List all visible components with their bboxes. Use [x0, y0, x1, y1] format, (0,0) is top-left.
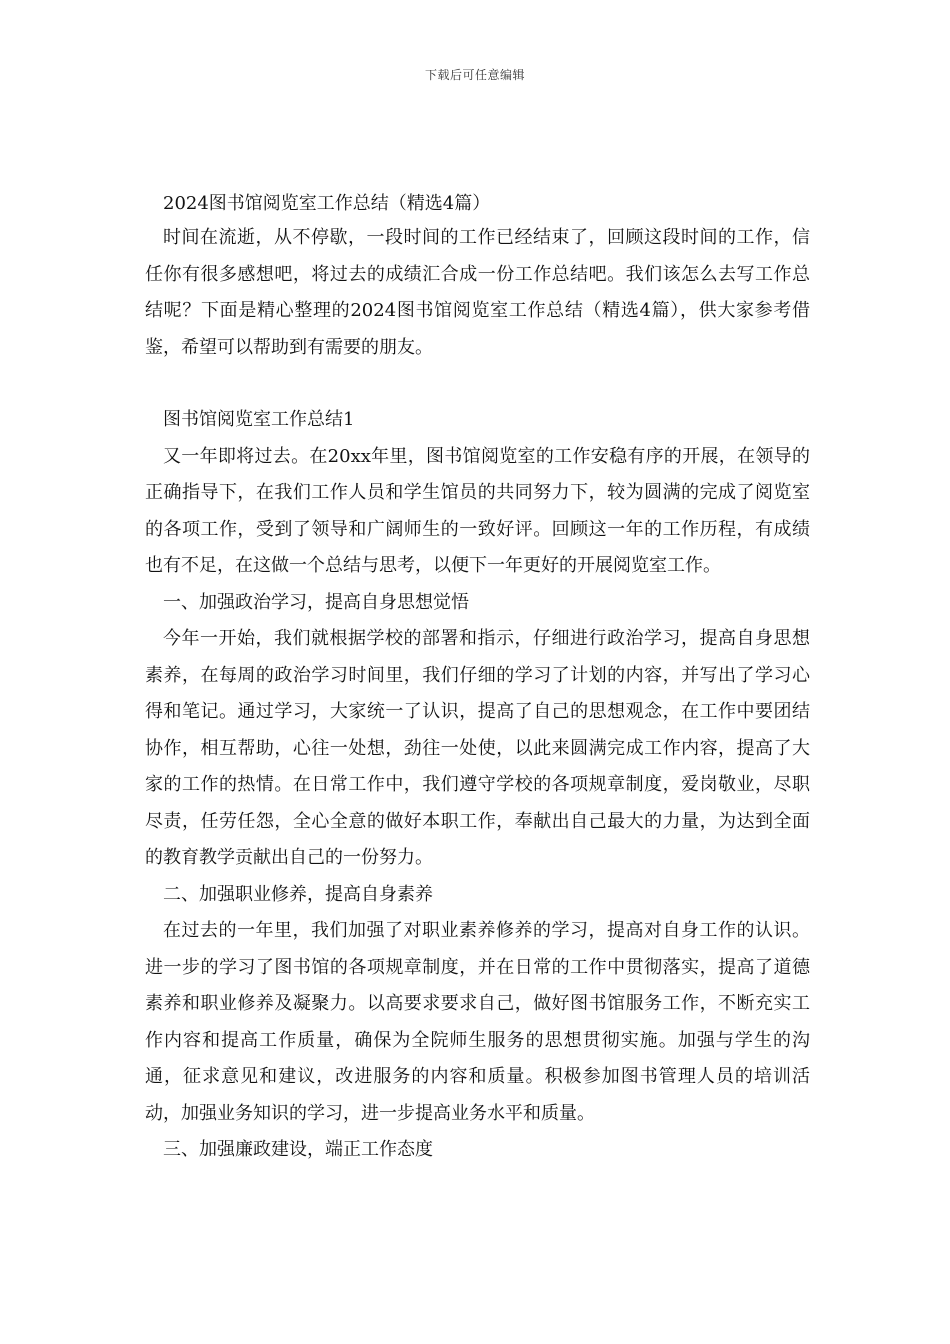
paragraph-spacer [145, 366, 810, 402]
body-political-study: 今年一开始，我们就根据学校的部署和指示，仔细进行政治学习，提高自身思想素养，在每周的政治学习时间里，我们仔细的学习了计划的内容，并写出了学习心得和笔记。通过学习，大家统一了认识，提高了自己的思想观念，在工作中要团结协作，相互帮助，心往一处想，劲往一处使，以此来圆满完成工作内容，提高了大家的工作的热情。在日常工作中，我们遵守学校的各项规章制度，爱岗敬业，尽职尽责，任劳任怨，全心全意的做好本职工作，奉献出自己最大的力量，为达到全面的教育教学贡献出自己的一份努力。 [145, 628, 810, 868]
section-intro-paragraph: 又一年即将过去。在20xx年里，图书馆阅览室的工作安稳有序的开展，在领导的正确指导下，在我们工作人员和学生馆员的共同努力下，较为圆满的完成了阅览室的各项工作，受到了领导和广阔师生的一致好评。回顾这一年的工作历程，有成绩也有不足，在这做一个总结与思考，以便下一年更好的开展阅览室工作。 [145, 445, 810, 576]
intro-paragraph: 时间在流逝，从不停歇，一段时间的工作已经结束了，回顾这段时间的工作，信任你有很多感想吧，将过去的成绩汇合成一份工作总结吧。我们该怎么去写工作总结呢？下面是精心整理的2024图书馆阅览室工作总结（精选4篇），供大家参考借鉴，希望可以帮助到有需要的朋友。 [145, 227, 810, 358]
heading-political-study: 一、加强政治学习，提高自身思想觉悟 [163, 591, 469, 613]
body-professional-cultivation: 在过去的一年里，我们加强了对职业素养修养的学习，提高对自身工作的认识。进一步的学习了图书馆的各项规章制度，并在日常的工作中贯彻落实，提高了道德素养和职业修养及凝聚力。以高要求要求自己，做好图书馆服务工作，不断充实工作内容和提高工作质量，确保为全院师生服务的思想贯彻实施。加强与学生的沟通，征求意见和建议，改进服务的内容和质量。积极参加图书管理人员的培训活动，加强业务知识的学习，进一步提高业务水平和质量。 [145, 920, 810, 1124]
heading-integrity-building: 三、加强廉政建设，端正工作态度 [163, 1139, 433, 1160]
heading-professional-cultivation: 二、加强职业修养，提高自身素养 [163, 883, 433, 905]
header-note: 下载后可任意编辑 [424, 68, 525, 82]
section-title: 图书馆阅览室工作总结1 [163, 409, 355, 430]
document-body [145, 190, 810, 1169]
document-title: 2024图书馆阅览室工作总结（精选4篇） [163, 193, 491, 214]
